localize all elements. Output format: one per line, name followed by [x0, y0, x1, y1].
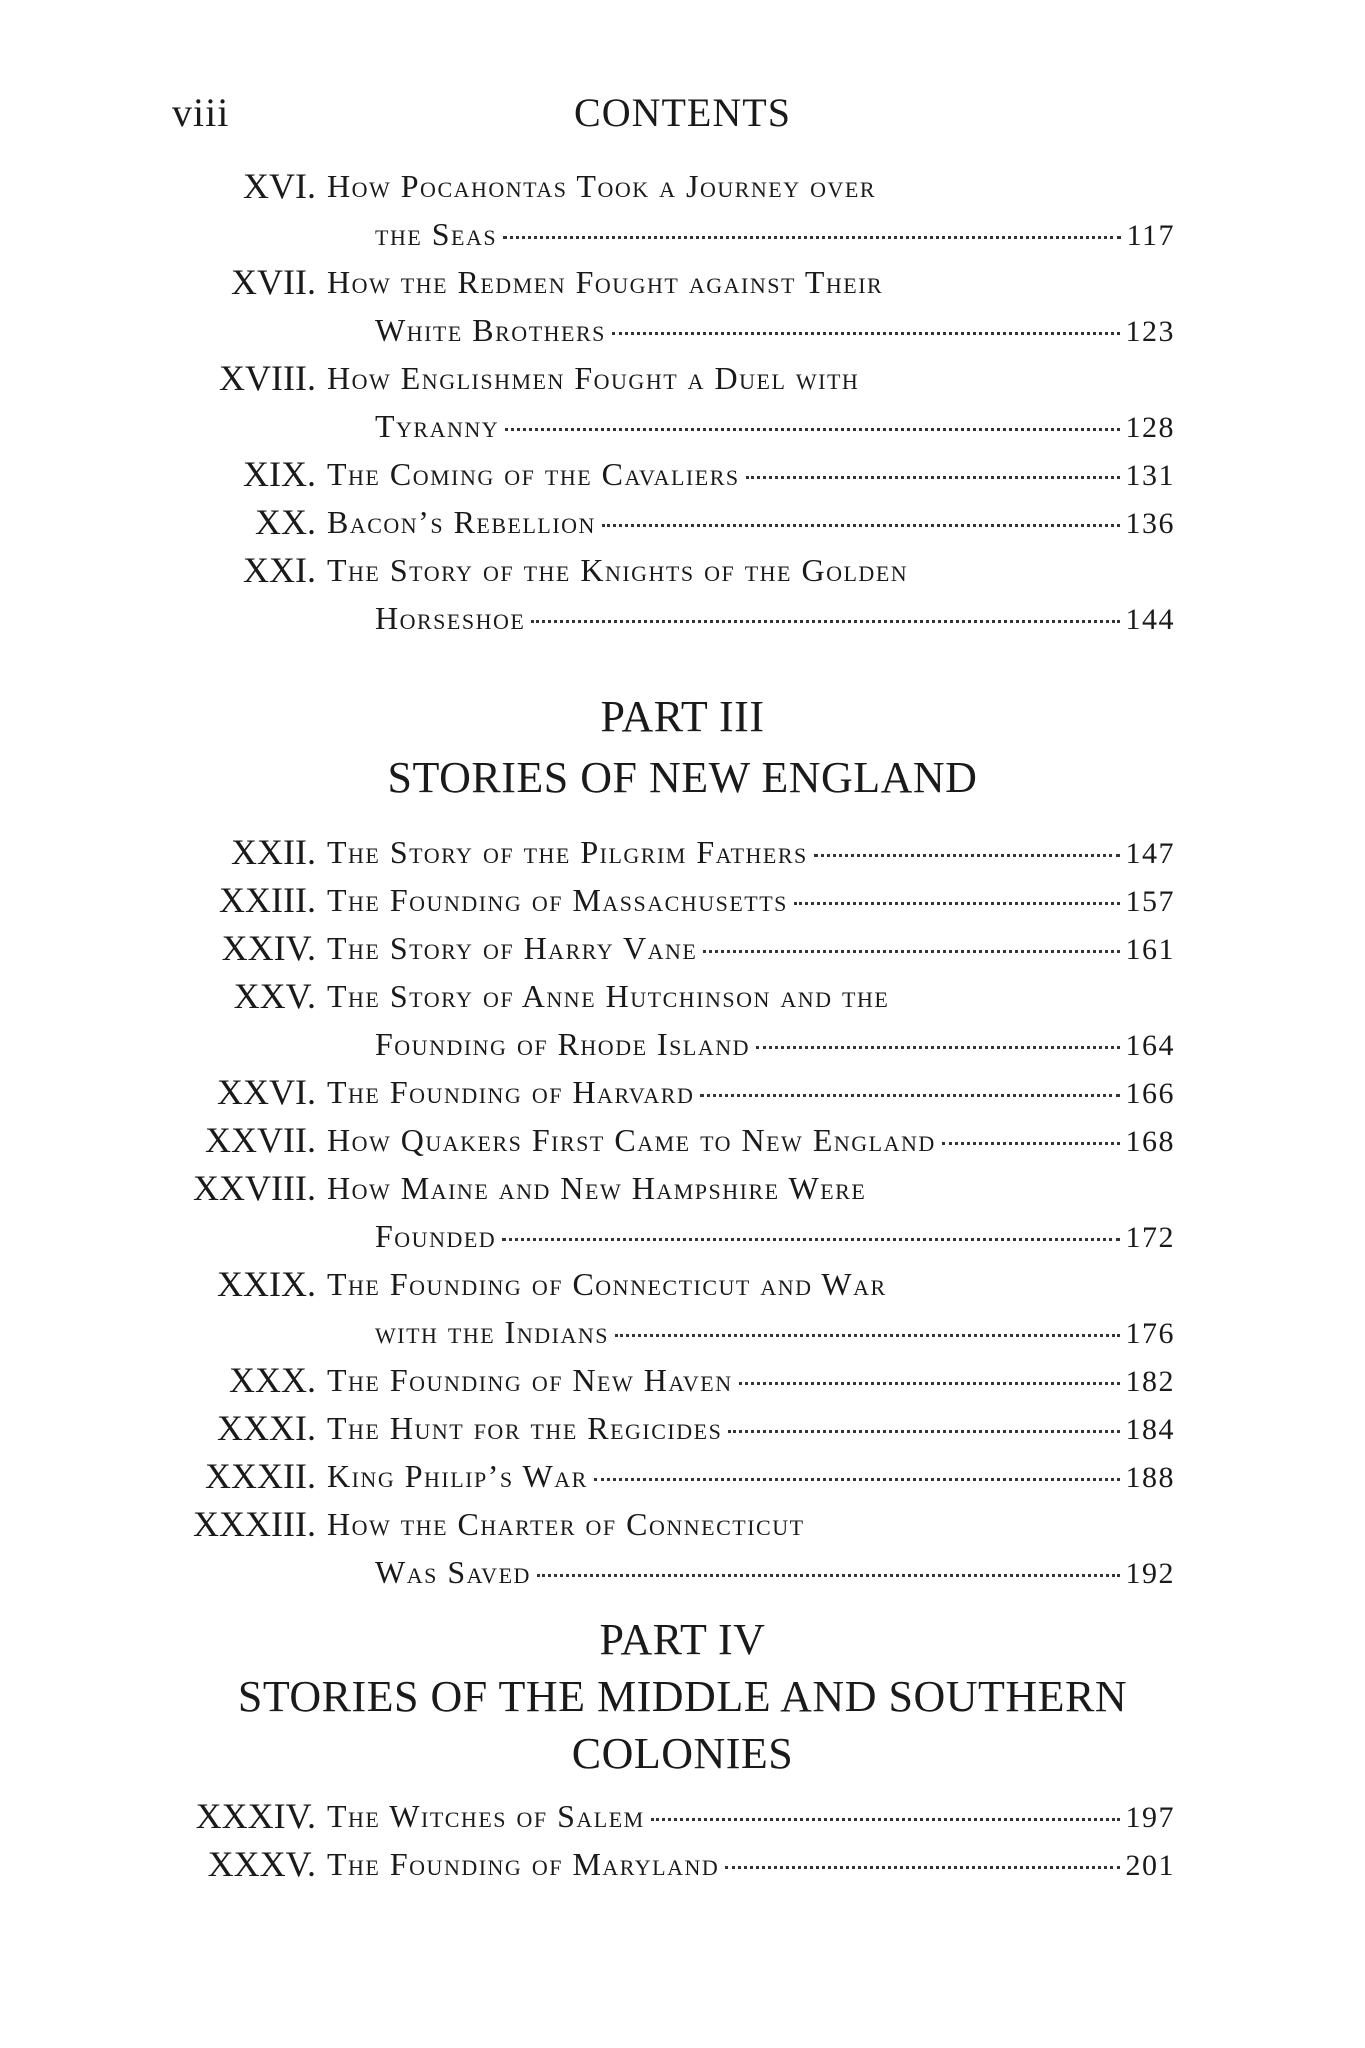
toc-entry	[0, 1356, 1365, 1404]
dot-leader	[756, 1046, 1119, 1049]
chapter-number: XX.	[255, 502, 316, 542]
dot-leader	[531, 620, 1119, 623]
chapter-title-continuation	[375, 1548, 1175, 1596]
chapter-number: XIX.	[243, 454, 316, 494]
chapter-number: XXXI.	[217, 1408, 316, 1448]
part-iii-label: PART III	[600, 692, 765, 741]
dot-leader	[703, 950, 1119, 953]
chapter-number: XXIII.	[219, 880, 316, 920]
chapter-title-continuation	[375, 1308, 1175, 1356]
chapter-title-continuation	[375, 210, 1175, 258]
chapter-title: The Story of the Pilgrim Fathers	[327, 834, 808, 870]
chapter-title-end: the Seas	[375, 216, 498, 252]
chapter-title: The Founding of Massachusetts	[327, 882, 788, 918]
dot-leader	[505, 428, 1119, 431]
chapter-title: The Witches of Salem	[327, 1798, 645, 1834]
chapter-number: XXX.	[229, 1360, 316, 1400]
page-number: 197	[1125, 1801, 1175, 1834]
dot-leader	[651, 1818, 1120, 1821]
chapter-number: XXIX.	[217, 1264, 316, 1304]
toc-entry	[0, 1452, 1365, 1500]
toc-entry-continuation	[0, 594, 1365, 642]
chapter-number: XXV.	[233, 976, 316, 1016]
dot-leader	[537, 1574, 1120, 1577]
dot-leader	[612, 332, 1120, 335]
toc-entry	[0, 1260, 1365, 1308]
part-iv-title-line1: STORIES OF THE MIDDLE AND SOUTHERN	[237, 1672, 1128, 1721]
page-number: 144	[1125, 603, 1175, 636]
toc-entry-continuation	[0, 1548, 1365, 1596]
chapter-title: How Englishmen Fought a Duel with	[327, 360, 860, 396]
chapter-title: The Story of Harry Vane	[327, 930, 698, 966]
dot-leader	[503, 236, 1120, 239]
toc-entry	[0, 924, 1365, 972]
toc-entry	[0, 1116, 1365, 1164]
chapter-title: Bacon’s Rebellion	[327, 504, 596, 540]
dot-leader	[728, 1430, 1119, 1433]
page-number: 192	[1125, 1557, 1175, 1590]
chapter-line	[327, 1840, 1175, 1888]
page-number: 188	[1125, 1461, 1175, 1494]
toc-entry	[0, 162, 1365, 210]
chapter-number: XXII.	[231, 832, 316, 872]
chapter-title: The Coming of the Cavaliers	[327, 456, 740, 492]
toc-entry	[0, 354, 1365, 402]
chapter-title-end: Founded	[375, 1218, 497, 1254]
page-number: 128	[1125, 411, 1175, 444]
toc-entry-continuation	[0, 402, 1365, 450]
toc-entry	[0, 828, 1365, 876]
toc-entry	[0, 1164, 1365, 1212]
dot-leader	[739, 1382, 1120, 1385]
chapter-title: How Maine and New Hampshire Were	[327, 1170, 867, 1206]
chapter-title-end: Tyranny	[375, 408, 500, 444]
page-number: 201	[1125, 1849, 1175, 1882]
chapter-line	[327, 450, 1175, 498]
toc-entry-continuation	[0, 1020, 1365, 1068]
chapter-title: The Founding of Harvard	[327, 1074, 695, 1110]
chapter-title: The Founding of New Haven	[327, 1362, 733, 1398]
dot-leader	[725, 1866, 1119, 1869]
chapter-title: How the Charter of Connecticut	[327, 1506, 805, 1542]
page-number: 157	[1125, 885, 1175, 918]
chapter-line	[327, 1068, 1175, 1116]
chapter-line	[327, 1792, 1175, 1840]
chapter-line	[327, 1356, 1175, 1404]
page-folio: viii	[172, 90, 230, 135]
page-number: 168	[1125, 1125, 1175, 1158]
chapter-line	[327, 1404, 1175, 1452]
chapter-title-end: White Brothers	[375, 312, 606, 348]
toc-entry	[0, 546, 1365, 594]
chapter-number: XXVIII.	[193, 1168, 316, 1208]
page-number: 147	[1125, 837, 1175, 870]
toc-entry	[0, 1404, 1365, 1452]
chapter-number: XXVI.	[217, 1072, 316, 1112]
chapter-number: XXXIV.	[195, 1796, 316, 1836]
part-iv-title-line2: COLONIES	[571, 1729, 794, 1778]
toc-entry	[0, 1840, 1365, 1888]
chapter-title-continuation	[375, 594, 1175, 642]
page-number: 164	[1125, 1029, 1175, 1062]
toc-entry-continuation	[0, 1308, 1365, 1356]
toc-entry	[0, 498, 1365, 546]
dot-leader	[942, 1142, 1120, 1145]
chapter-title: The Hunt for the Regicides	[327, 1410, 723, 1446]
toc-entry	[0, 1792, 1365, 1840]
page-number: 117	[1126, 219, 1175, 252]
chapter-title-continuation	[375, 306, 1175, 354]
dot-leader	[615, 1334, 1120, 1337]
page-number: 176	[1125, 1317, 1175, 1350]
chapter-line	[327, 1116, 1175, 1164]
dot-leader	[602, 524, 1120, 527]
toc-block-part-iv	[0, 1792, 1365, 1888]
chapter-title-end: Was Saved	[375, 1554, 531, 1590]
toc-entry	[0, 258, 1365, 306]
chapter-line	[327, 828, 1175, 876]
chapter-title: King Philip’s War	[327, 1458, 588, 1494]
chapter-line	[327, 498, 1175, 546]
chapter-title-end: Horseshoe	[375, 600, 526, 636]
page-number: 184	[1125, 1413, 1175, 1446]
chapter-title-end: with the Indians	[375, 1314, 609, 1350]
page-title: CONTENTS	[574, 90, 791, 135]
page-number: 136	[1125, 507, 1175, 540]
dot-leader	[814, 854, 1120, 857]
dot-leader	[746, 476, 1120, 479]
chapter-title-continuation	[375, 1212, 1175, 1260]
page-number: 166	[1125, 1077, 1175, 1110]
chapter-number: XXXIII.	[193, 1504, 316, 1544]
chapter-line	[327, 1452, 1175, 1500]
running-head	[0, 88, 1365, 138]
chapter-line	[327, 924, 1175, 972]
part-iv-label: PART IV	[599, 1615, 766, 1664]
page-number: 182	[1125, 1365, 1175, 1398]
chapter-line	[327, 876, 1175, 924]
chapter-title-continuation	[375, 1020, 1175, 1068]
chapter-title: How Quakers First Came to New England	[327, 1122, 936, 1158]
chapter-number: XXXV.	[207, 1844, 316, 1884]
chapter-title-continuation	[375, 402, 1175, 450]
toc-entry	[0, 450, 1365, 498]
chapter-title-end: Founding of Rhode Island	[375, 1026, 751, 1062]
toc-entry	[0, 1500, 1365, 1548]
toc-block-part-ii	[0, 162, 1365, 642]
toc-entry-continuation	[0, 306, 1365, 354]
chapter-number: XXIV.	[221, 928, 316, 968]
chapter-title: The Founding of Maryland	[327, 1846, 720, 1882]
toc-entry	[0, 1068, 1365, 1116]
dot-leader	[794, 902, 1120, 905]
dot-leader	[700, 1094, 1119, 1097]
toc-entry	[0, 876, 1365, 924]
dot-leader	[594, 1478, 1120, 1481]
toc-entry-continuation	[0, 210, 1365, 258]
toc-entry-continuation	[0, 1212, 1365, 1260]
chapter-number: XXI.	[243, 550, 316, 590]
page-number: 123	[1125, 315, 1175, 348]
chapter-number: XVII.	[231, 262, 316, 302]
page-number: 161	[1125, 933, 1175, 966]
page-number: 131	[1125, 459, 1175, 492]
toc-block-part-iii	[0, 828, 1365, 1596]
chapter-title: How the Redmen Fought against Their	[327, 264, 884, 300]
page-number: 172	[1125, 1221, 1175, 1254]
chapter-title: The Story of the Knights of the Golden	[327, 552, 909, 588]
part-iii-title: STORIES OF NEW ENGLAND	[387, 753, 978, 802]
toc-entry	[0, 972, 1365, 1020]
chapter-number: XVI.	[243, 166, 316, 206]
chapter-number: XVIII.	[219, 358, 316, 398]
chapter-title: The Story of Anne Hutchinson and the	[327, 978, 890, 1014]
chapter-title: How Pocahontas Took a Journey over	[327, 168, 876, 204]
chapter-number: XXXII.	[205, 1456, 316, 1496]
chapter-number: XXVII.	[205, 1120, 316, 1160]
dot-leader	[502, 1238, 1119, 1241]
chapter-title: The Founding of Connecticut and War	[327, 1266, 887, 1302]
